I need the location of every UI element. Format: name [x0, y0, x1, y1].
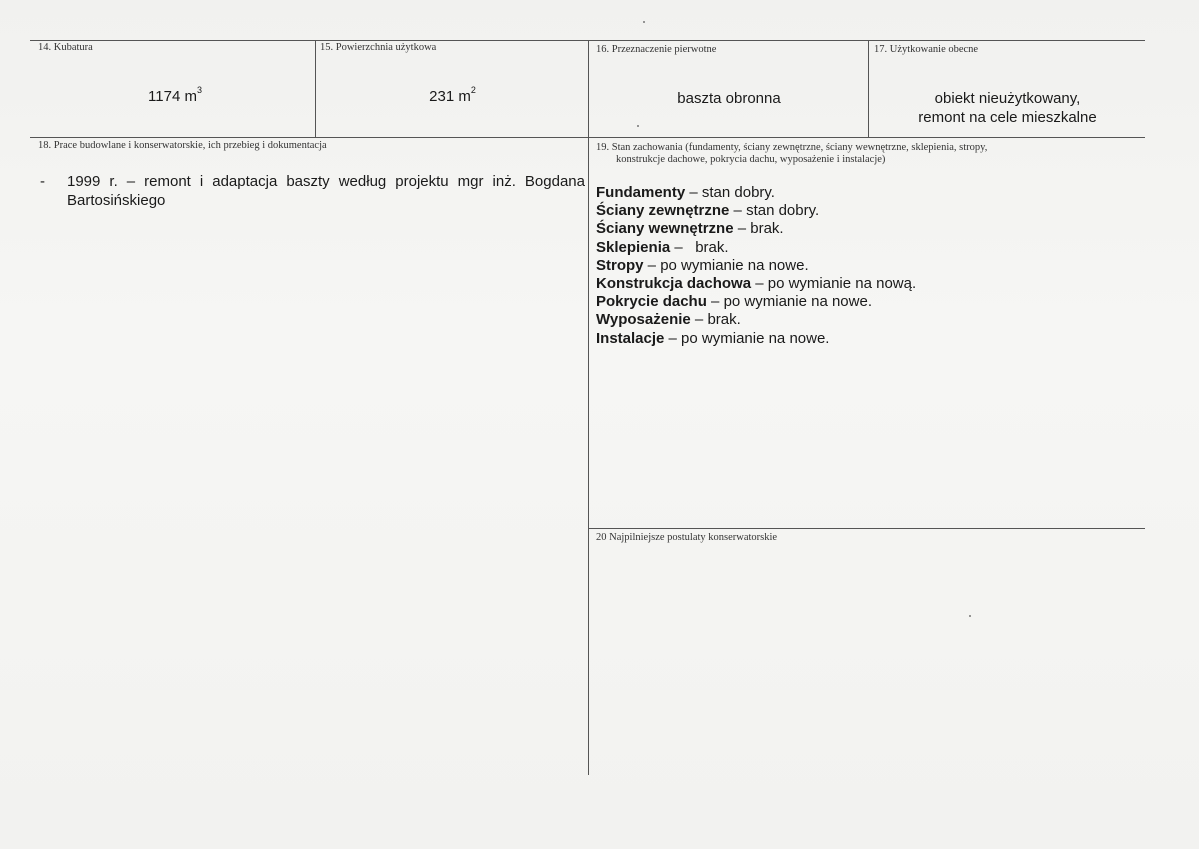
stan-term: Stropy	[596, 256, 644, 274]
stan-desc: – po wymianie na nowe.	[643, 256, 809, 274]
stan-desc: – brak.	[670, 238, 729, 256]
prace-item-text: 1999 r. – remont i adaptacja baszty według projektu mgr inż. Bogdana Bartosińskiego	[67, 173, 585, 209]
scan-speck	[969, 615, 971, 617]
stan-row-konstrukcja-dachowa	[596, 275, 916, 293]
col-divider-2	[588, 40, 589, 775]
stan-term: Fundamenty	[596, 184, 686, 201]
stan-row-pokrycie-dachu	[596, 293, 916, 311]
scan-speck	[637, 125, 639, 127]
stan-label-line1: 19. Stan zachowania (fundamenty, ściany zewnętrzne, ściany wewnętrzne, sklepienia, stropy,	[596, 142, 988, 153]
stan-desc: – brak.	[690, 311, 741, 329]
stan-list	[596, 184, 916, 348]
stan-desc: – po wymianie na nowe.	[664, 329, 830, 347]
powierzchnia-value	[320, 85, 585, 105]
stan-row-stropy	[596, 257, 916, 275]
prace-label: 18. Prace budowlane i konserwatorskie, ich przebieg i dokumentacja	[38, 140, 327, 151]
prace-list-item	[40, 172, 585, 210]
stan-row-fundamenty	[596, 184, 916, 202]
powierzchnia-label: 15. Powierzchnia użytkowa	[320, 42, 437, 53]
uzytkowanie-value-line2: remont na cele mieszkalne	[918, 109, 1097, 126]
kubatura-exponent: 3	[196, 85, 202, 95]
uzytkowanie-label: 17. Użytkowanie obecne	[874, 44, 979, 55]
stan-term: Sklepienia	[596, 238, 671, 256]
stan-desc: – po wymianie na nowe.	[706, 293, 872, 311]
postulaty-divider-line	[588, 528, 1145, 529]
stan-term: Konstrukcja dachowa	[596, 275, 752, 293]
przeznaczenie-label: 16. Przeznaczenie pierwotne	[596, 44, 717, 55]
kubatura-value-text: 1174 m	[148, 88, 197, 105]
stan-row-wyposazenie	[596, 311, 916, 329]
stan-desc: – stan dobry.	[729, 202, 820, 220]
scan-speck	[643, 21, 645, 23]
stan-row-sciany-wewnetrzne	[596, 220, 916, 238]
kubatura-value	[40, 85, 310, 105]
col-divider-3	[868, 40, 869, 137]
stan-term: Ściany wewnętrzne	[596, 220, 734, 238]
stan-row-sciany-zewnetrzne	[596, 202, 916, 220]
stan-label	[596, 142, 987, 166]
postulaty-label: 20 Najpilniejsze postulaty konserwatorskie	[596, 532, 778, 543]
stan-desc: – stan dobry.	[685, 184, 775, 201]
stan-desc: – brak.	[733, 220, 784, 238]
stan-term: Instalacje	[596, 329, 665, 347]
stan-term: Wyposażenie	[596, 311, 691, 329]
col-divider-1	[315, 40, 316, 137]
przeznaczenie-value: baszta obronna	[677, 90, 781, 107]
stan-term: Pokrycie dachu	[596, 293, 707, 311]
stan-term: Ściany zewnętrzne	[596, 202, 730, 220]
powierzchnia-value-text: 231 m	[429, 88, 471, 105]
uzytkowanie-value-line1: obiekt nieużytkowany,	[934, 90, 1081, 107]
powierzchnia-exponent: 2	[470, 85, 476, 95]
stan-row-instalacje	[596, 330, 916, 348]
stan-label-line2: konstrukcje dachowe, pokrycia dachu, wyposażenie i instalacje)	[616, 154, 886, 165]
kubatura-label: 14. Kubatura	[38, 42, 93, 53]
stan-desc: – po wymianie na nową.	[751, 275, 917, 293]
prace-item-bullet: -	[40, 173, 45, 190]
uzytkowanie-value	[870, 89, 1145, 127]
stan-row-sklepienia	[596, 239, 916, 257]
prace-list	[40, 172, 585, 210]
